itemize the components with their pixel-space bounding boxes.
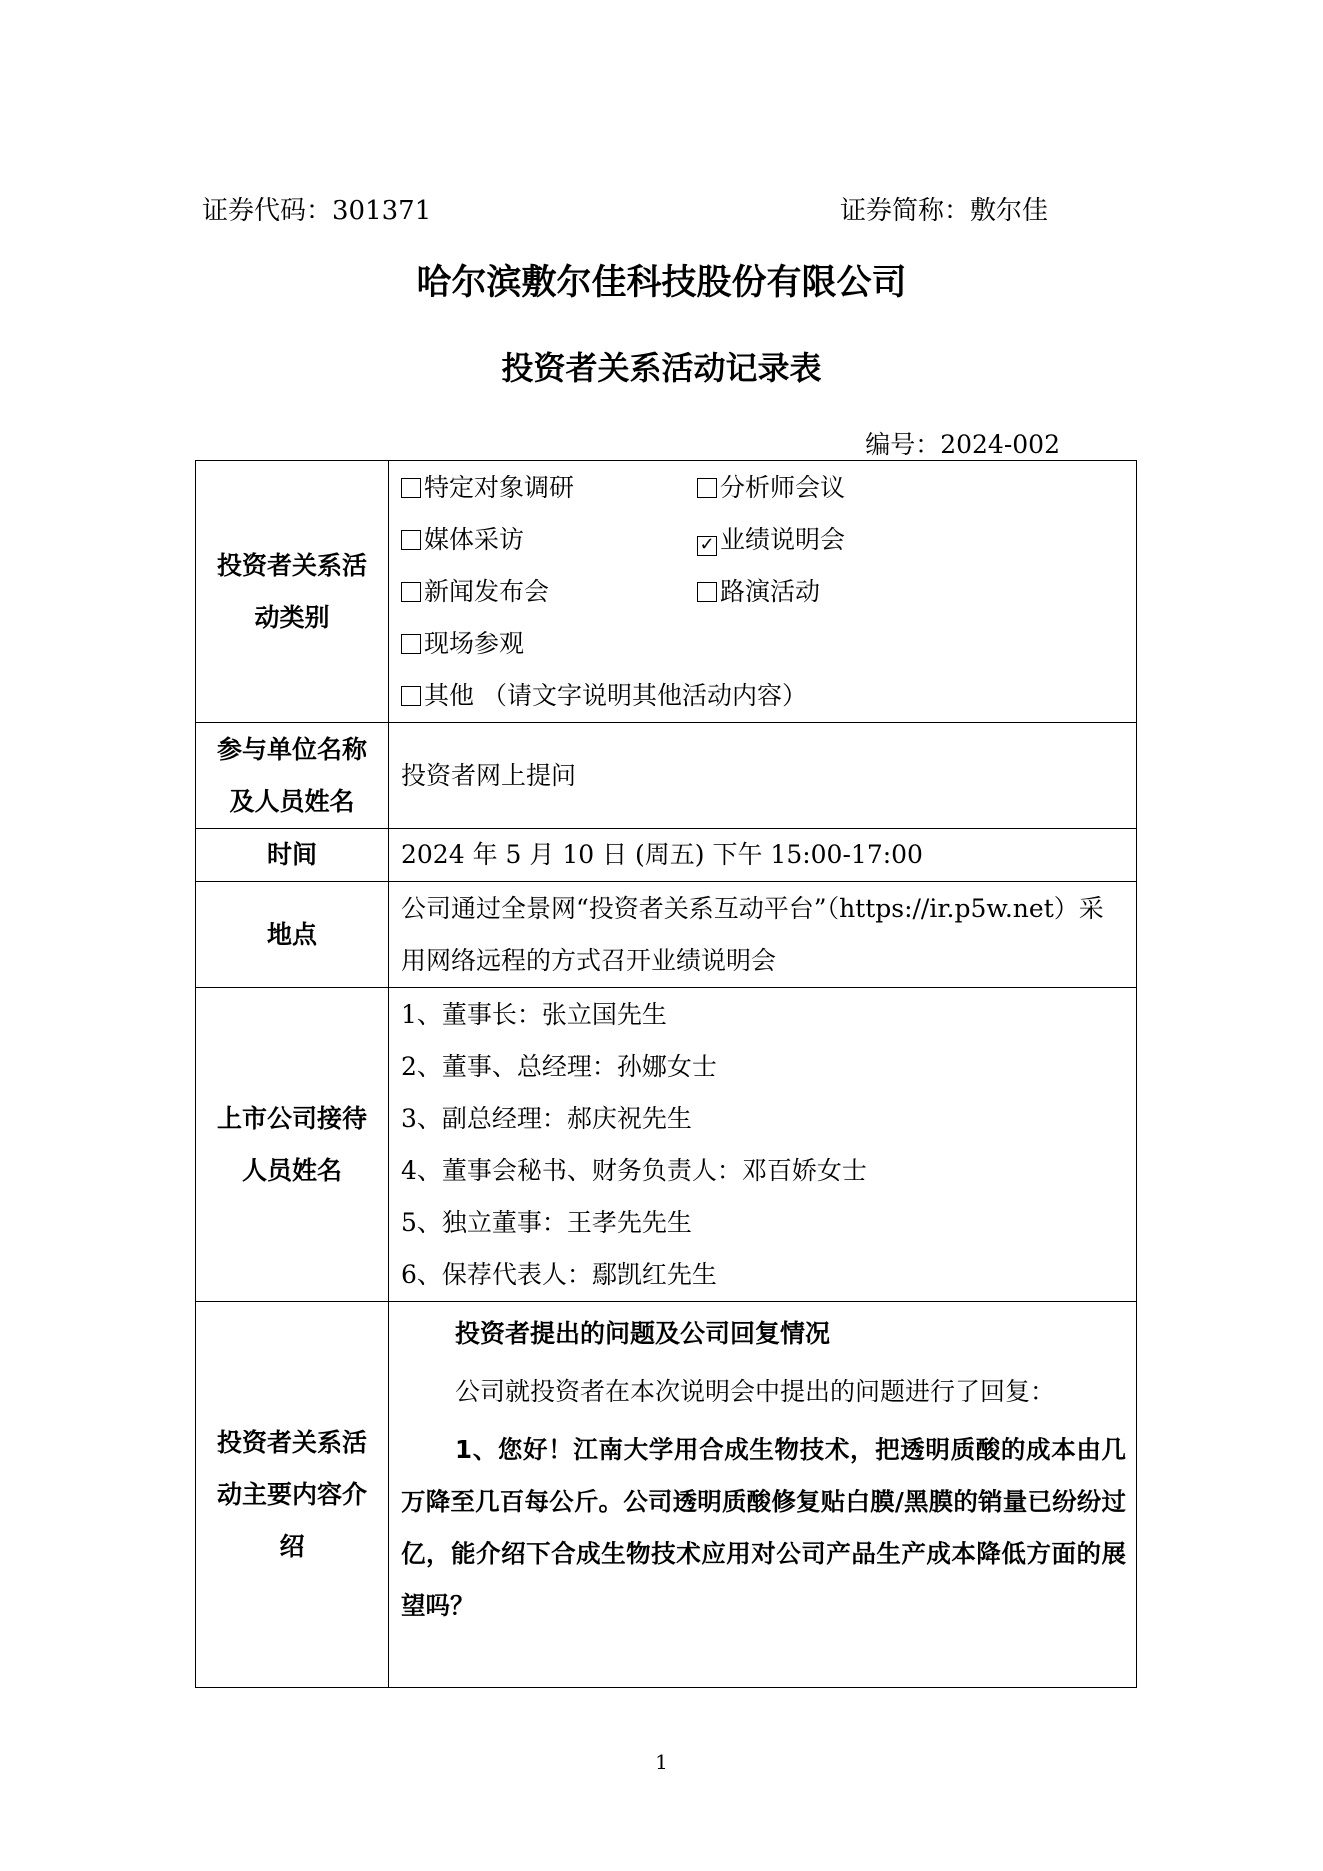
stock-name: 证券简称：敷尔佳 (839, 196, 1048, 226)
unchecked-box-icon (697, 582, 717, 602)
activity-option (697, 462, 1126, 514)
time-value: 2024 年 5 月 10 日 (周五) 下午 15:00-17:00 (389, 829, 1137, 882)
activity-option-label: 新闻发布会 (424, 576, 550, 606)
checkbox-grid (401, 462, 1126, 722)
activity-option (697, 566, 1126, 618)
stock-code: 证券代码：301371 (202, 196, 432, 226)
activity-option (401, 670, 1126, 722)
participants-value: 投资者网上提问 (389, 723, 1137, 829)
activity-option (401, 566, 697, 618)
form-title: 投资者关系活动记录表 (501, 349, 822, 387)
activity-option (401, 462, 697, 514)
activity-option-label: 媒体采访 (424, 524, 525, 554)
activity-option-label: 分析师会议 (720, 472, 846, 502)
reception-person: 4、董事会秘书、财务负责人：邓百娇女士 (401, 1155, 867, 1185)
activity-option-label: 路演活动 (720, 576, 821, 606)
row-content (196, 1302, 1137, 1688)
people-list (401, 989, 1126, 1301)
content-intro: 公司就投资者在本次说明会中提出的问题进行了回复： (455, 1377, 1056, 1406)
row-time (196, 829, 1137, 882)
reception-person: 6、保荐代表人：鄢凯红先生 (401, 1259, 717, 1289)
content-label: 投资者关系活动主要内容介绍 (196, 1302, 389, 1688)
reception-person: 3、副总经理：郝庆祝先生 (401, 1103, 692, 1133)
activity-option (401, 514, 697, 566)
location-label: 地点 (196, 882, 389, 988)
activity-option-label: 业绩说明会 (720, 524, 846, 554)
time-label: 时间 (196, 829, 389, 882)
record-number: 编号：2024-002 (865, 430, 1060, 459)
reception-person: 1、董事长：张立国先生 (401, 999, 667, 1029)
participants-label: 参与单位名称及人员姓名 (196, 723, 389, 829)
question-1: 1、您好！江南大学用合成生物技术，把透明质酸的成本由几万降至几百每公斤。公司透明质酸修复贴白膜/黑膜的销量已纷纷过亿，能介绍下合成生物技术应用对公司产品生产成本降低方面的展望吗？ (401, 1435, 1126, 1620)
unchecked-box-icon (401, 686, 421, 706)
unchecked-box-icon (401, 634, 421, 654)
activity-option-label: 特定对象调研 (424, 472, 575, 502)
activity-type-label: 投资者关系活动类别 (196, 461, 389, 723)
row-activity-type (196, 461, 1137, 723)
page-number: 1 (655, 1750, 668, 1774)
reception-people (389, 988, 1137, 1302)
activity-option-label: 现场参观 (424, 628, 525, 658)
activity-type-options (389, 461, 1137, 723)
company-name: 哈尔滨敷尔佳科技股份有限公司 (416, 263, 907, 303)
content-heading: 投资者提出的问题及公司回复情况 (455, 1319, 831, 1348)
unchecked-box-icon (401, 582, 421, 602)
record-table (195, 460, 1137, 1688)
reception-person: 2、董事、总经理：孙娜女士 (401, 1051, 717, 1081)
activity-option (697, 514, 1126, 566)
activity-option-label: 其他 （请文字说明其他活动内容） (424, 680, 807, 710)
unchecked-box-icon (697, 478, 717, 498)
row-reception (196, 988, 1137, 1302)
unchecked-box-icon (401, 530, 421, 550)
row-participants (196, 723, 1137, 829)
content-body (389, 1302, 1137, 1688)
reception-person: 5、独立董事：王孝先先生 (401, 1207, 692, 1237)
location-value: 公司通过全景网“投资者关系互动平台”（https://ir.p5w.net）采用网络远程的方式召开业绩说明会 (389, 882, 1137, 988)
row-location (196, 882, 1137, 988)
unchecked-box-icon (401, 478, 421, 498)
reception-label: 上市公司接待人员姓名 (196, 988, 389, 1302)
checked-box-icon: ✓ (697, 536, 717, 556)
activity-option (401, 618, 1126, 670)
